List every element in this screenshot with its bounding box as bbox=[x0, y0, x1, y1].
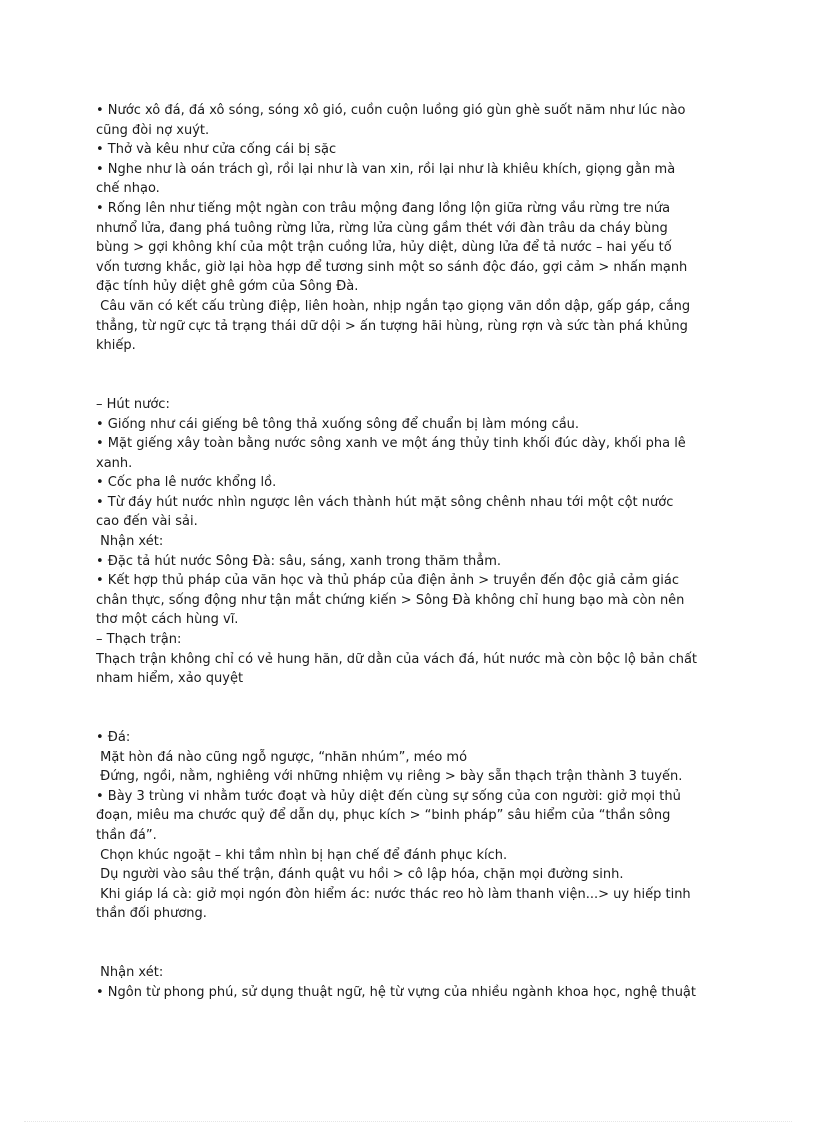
text-line: nhưnổ lửa, đang phá tuông rừng lửa, rừng lửa cùng gầm thét với đàn trâu da cháy bùng bbox=[96, 220, 668, 236]
section-heading-thach-tran: – Thạch trận: bbox=[96, 632, 182, 648]
text-line: nham hiểm, xảo quyệt bbox=[96, 671, 244, 687]
text-line: • Kết hợp thủ pháp của văn học và thủ pháp của điện ảnh > truyền đến độc giả cảm giác bbox=[96, 573, 680, 589]
page-bottom-edge bbox=[24, 1121, 792, 1122]
text-line: Chọn khúc ngoặt – khi tầm nhìn bị hạn chế để đánh phục kích. bbox=[96, 847, 508, 863]
remark-label: Nhận xét: bbox=[96, 965, 164, 981]
text-line: • Cốc pha lê nước khổng lồ. bbox=[96, 475, 277, 491]
paragraph-block-4 bbox=[96, 963, 722, 1002]
text-line: chế nhạo. bbox=[96, 181, 160, 197]
text-line: Mặt hòn đá nào cũng ngỗ ngược, “nhăn nhúm”, méo mó bbox=[96, 749, 468, 765]
text-line: • Nước xô đá, đá xô sóng, sóng xô gió, cuồn cuộn luồng gió gùn ghè suốt năm như lúc nào bbox=[96, 103, 686, 118]
remark-label: Nhận xét: bbox=[96, 534, 164, 550]
paragraph-gap bbox=[96, 924, 722, 963]
text-line: • Ngôn từ phong phú, sử dụng thuật ngữ, hệ từ vựng của nhiều ngành khoa học, nghệ thuật bbox=[96, 984, 696, 1000]
paragraph-block-2 bbox=[96, 395, 722, 689]
text-line: • Bày 3 trùng vi nhằm tước đoạt và hủy diệt đến cùng sự sống của con người: giở mọi thủ bbox=[96, 788, 681, 804]
text-line: thơ một cách hùng vĩ. bbox=[96, 612, 239, 628]
text-line: đoạn, miêu ma chước quỷ để dẫn dụ, phục kích > “binh pháp” sâu hiểm của “thần sông bbox=[96, 808, 671, 824]
text-line: xanh. bbox=[96, 455, 133, 471]
section-heading-hut-nuoc: – Hút nước: bbox=[96, 396, 170, 412]
text-line: Đứng, ngồi, nằm, nghiêng với những nhiệm vụ riêng > bày sẵn thạch trận thành 3 tuyến. bbox=[96, 769, 683, 785]
text-line: Dụ người vào sâu thế trận, đánh quật vu hồi > cô lập hóa, chặn mọi đường sinh. bbox=[96, 867, 624, 883]
text-line: Khi giáp lá cà: giở mọi ngón đòn hiểm ác: nước thác reo hò làm thanh viện...> uy hiếp tinh bbox=[96, 886, 691, 902]
text-line: • Từ đáy hút nước nhìn ngược lên vách thành hút mặt sông chênh nhau tới một cột nước bbox=[96, 494, 674, 510]
paragraph-gap bbox=[96, 689, 722, 728]
text-line: • Giống như cái giếng bê tông thả xuống sông để chuẩn bị làm móng cầu. bbox=[96, 416, 580, 432]
text-line: thẳng, từ ngữ cực tả trạng thái dữ dội > ấn tượng hãi hùng, rùng rợn và sức tàn phá khủng bbox=[96, 318, 688, 334]
text-line: vốn tương khắc, giờ lại hòa hợp để tương sinh một so sánh độc đáo, gợi cảm > nhấn mạnh bbox=[96, 259, 688, 275]
document-body bbox=[96, 101, 722, 1002]
paragraph-block-3 bbox=[96, 728, 722, 924]
text-line: chân thực, sống động như tận mắt chứng kiến > Sông Đà không chỉ hung bạo mà còn nên bbox=[96, 592, 685, 608]
paragraph-block-1 bbox=[96, 101, 722, 356]
text-line: • Mặt giếng xây toàn bằng nước sông xanh ve một áng thủy tinh khối đúc dày, khối pha lê bbox=[96, 436, 686, 452]
text-line: đặc tính hủy diệt ghê gớm của Sông Đà. bbox=[96, 279, 359, 295]
text-line: cao đến vài sải. bbox=[96, 514, 198, 530]
text-line: Thạch trận không chỉ có vẻ hung hăn, dữ dằn của vách đá, hút nước mà còn bộc lộ bản chất bbox=[96, 651, 698, 667]
text-line: Câu văn có kết cấu trùng điệp, liên hoàn, nhịp ngắn tạo giọng văn dồn dập, gấp gáp, cắng bbox=[96, 298, 691, 314]
text-line: bùng > gợi không khí của một trận cuồng lửa, hủy diệt, dùng lửa để tả nước – hai yếu tố bbox=[96, 240, 672, 256]
text-line: • Đặc tả hút nước Sông Đà: sâu, sáng, xanh trong thăm thẳm. bbox=[96, 553, 502, 569]
text-line: thần đá”. bbox=[96, 827, 157, 843]
text-line: thần đối phương. bbox=[96, 906, 207, 922]
section-heading-da: • Đá: bbox=[96, 730, 131, 745]
paragraph-gap bbox=[96, 356, 722, 395]
text-line: khiếp. bbox=[96, 338, 136, 354]
text-line: • Nghe như là oán trách gì, rồi lại như là van xin, rồi lại như là khiêu khích, giọng gằn mà bbox=[96, 161, 676, 177]
text-line: • Thở và kêu như cửa cống cái bị sặc bbox=[96, 142, 337, 158]
text-line: • Rống lên như tiếng một ngàn con trâu mộng đang lồng lộn giữa rừng vầu rừng tre nứa bbox=[96, 200, 671, 216]
text-line: cũng đòi nợ xuýt. bbox=[96, 122, 210, 138]
